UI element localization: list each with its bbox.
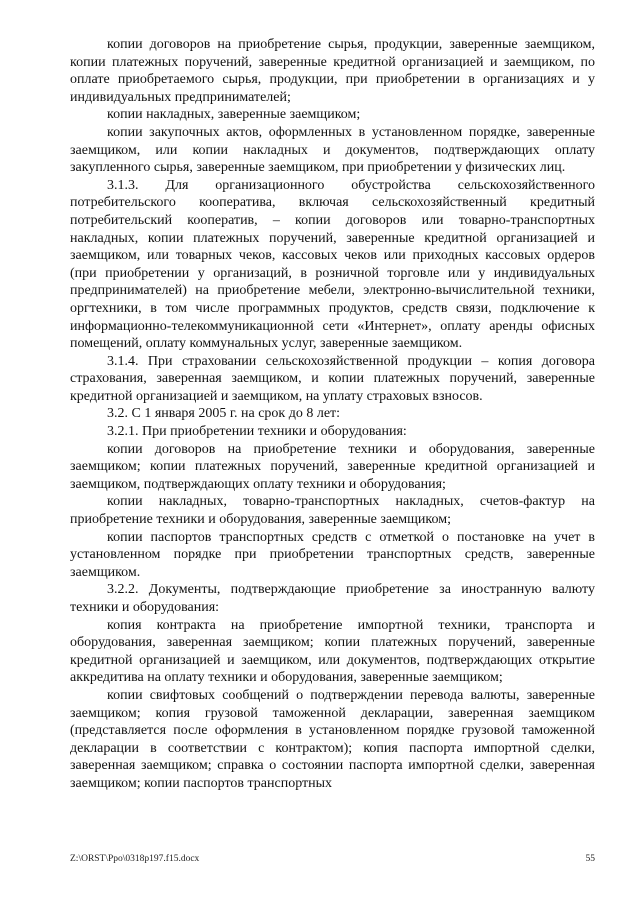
document-body <box>70 36 595 793</box>
page-number: 55 <box>585 854 595 864</box>
paragraph: копии закупочных актов, оформленных в установленном порядке, заверенные заемщиком, или копии накладных и документов, подтверждающих оплату закупленного сырья, заверенные заемщиком, при приобретении у физических лиц. <box>70 124 595 176</box>
paragraph: копия контракта на приобретение импортной техники, транспорта и оборудования, заверенная заемщиком; копии платежных поручений, заверенные кредитной организацией и заемщиком, или документов, подтверждающих открытие аккредитива на оплату техники и оборудования, заверенные заемщиком; <box>70 617 595 686</box>
paragraph: 3.2.2. Документы, подтверждающие приобретение за иностранную валюту техники и оборудования: <box>70 582 595 615</box>
paragraph: 3.2.1. При приобретении техники и оборудования: <box>107 424 407 440</box>
paragraph: копии накладных, заверенные заемщиком; <box>107 107 361 123</box>
paragraph: копии паспортов транспортных средств с отметкой о постановке на учет в установленном порядке при приобретении транспортных средств, заверенные заемщиком. <box>70 529 595 580</box>
paragraph: 3.1.3. Для организационного обустройства сельскохозяйственного потребительского кооператива, включая сельскохозяйственный кредитный потребительский кооператив, – копии договоров или товарно-транспортных накладных, копии платежных поручений, заверенные кредитной организацией и заемщиком, или товарных чеков, кассовых чеков или приходных кассовых ордеров (при приобретении у организаций, в розничной торговле или у индивидуальных предпринимателей) на приобретение мебели, электронно-вычислительной техники, оргтехники, в том числе программных продуктов, средств связи, подключение к информационно-телекоммуникационной сети «Интернет», оплату аренды офисных помещений, оплату коммунальных услуг, заверенные заемщиком. <box>70 177 595 352</box>
file-path: Z:\ORST\Ppo\0318p197.f15.docx <box>70 854 200 864</box>
paragraph: копии накладных, товарно-транспортных накладных, счетов-фактур на приобретение техники и оборудования, заверенные заемщиком; <box>70 494 595 528</box>
paragraph: 3.2. С 1 января 2005 г. на срок до 8 лет: <box>107 406 341 422</box>
paragraph: копии договоров на приобретение сырья, продукции, заверенные заемщиком, копии платежных поручений, заверенные кредитной организацией и заемщиком, по оплате приобретаемого сырья, продукции, при приобретении в организациях и у индивидуальных предпринимателей; <box>70 37 595 105</box>
paragraph: копии свифтовых сообщений о подтверждении перевода валюты, заверенные заемщиком; копия грузовой таможенной декларации, заверенная заемщиком (представляется после оформления в установленном порядке грузовой таможенной декларации в соответствии с контрактом); копия паспорта импортной сделки, заверенная заемщиком; справка о состоянии паспорта импортной сделки, заверенная заемщиком; копии паспортов транспортных <box>70 687 595 791</box>
paragraph: копии договоров на приобретение техники и оборудования, заверенные заемщиком; копии платежных поручений, заверенные кредитной организацией и заемщиком, подтверждающих оплату техники и оборудования; <box>70 441 595 492</box>
paragraph: 3.1.4. При страховании сельскохозяйственной продукции – копия договора страхования, заверенная заемщиком, и копии платежных поручений, заверенные кредитной организацией и заемщиком, на уплату страховых взносов. <box>70 353 595 404</box>
